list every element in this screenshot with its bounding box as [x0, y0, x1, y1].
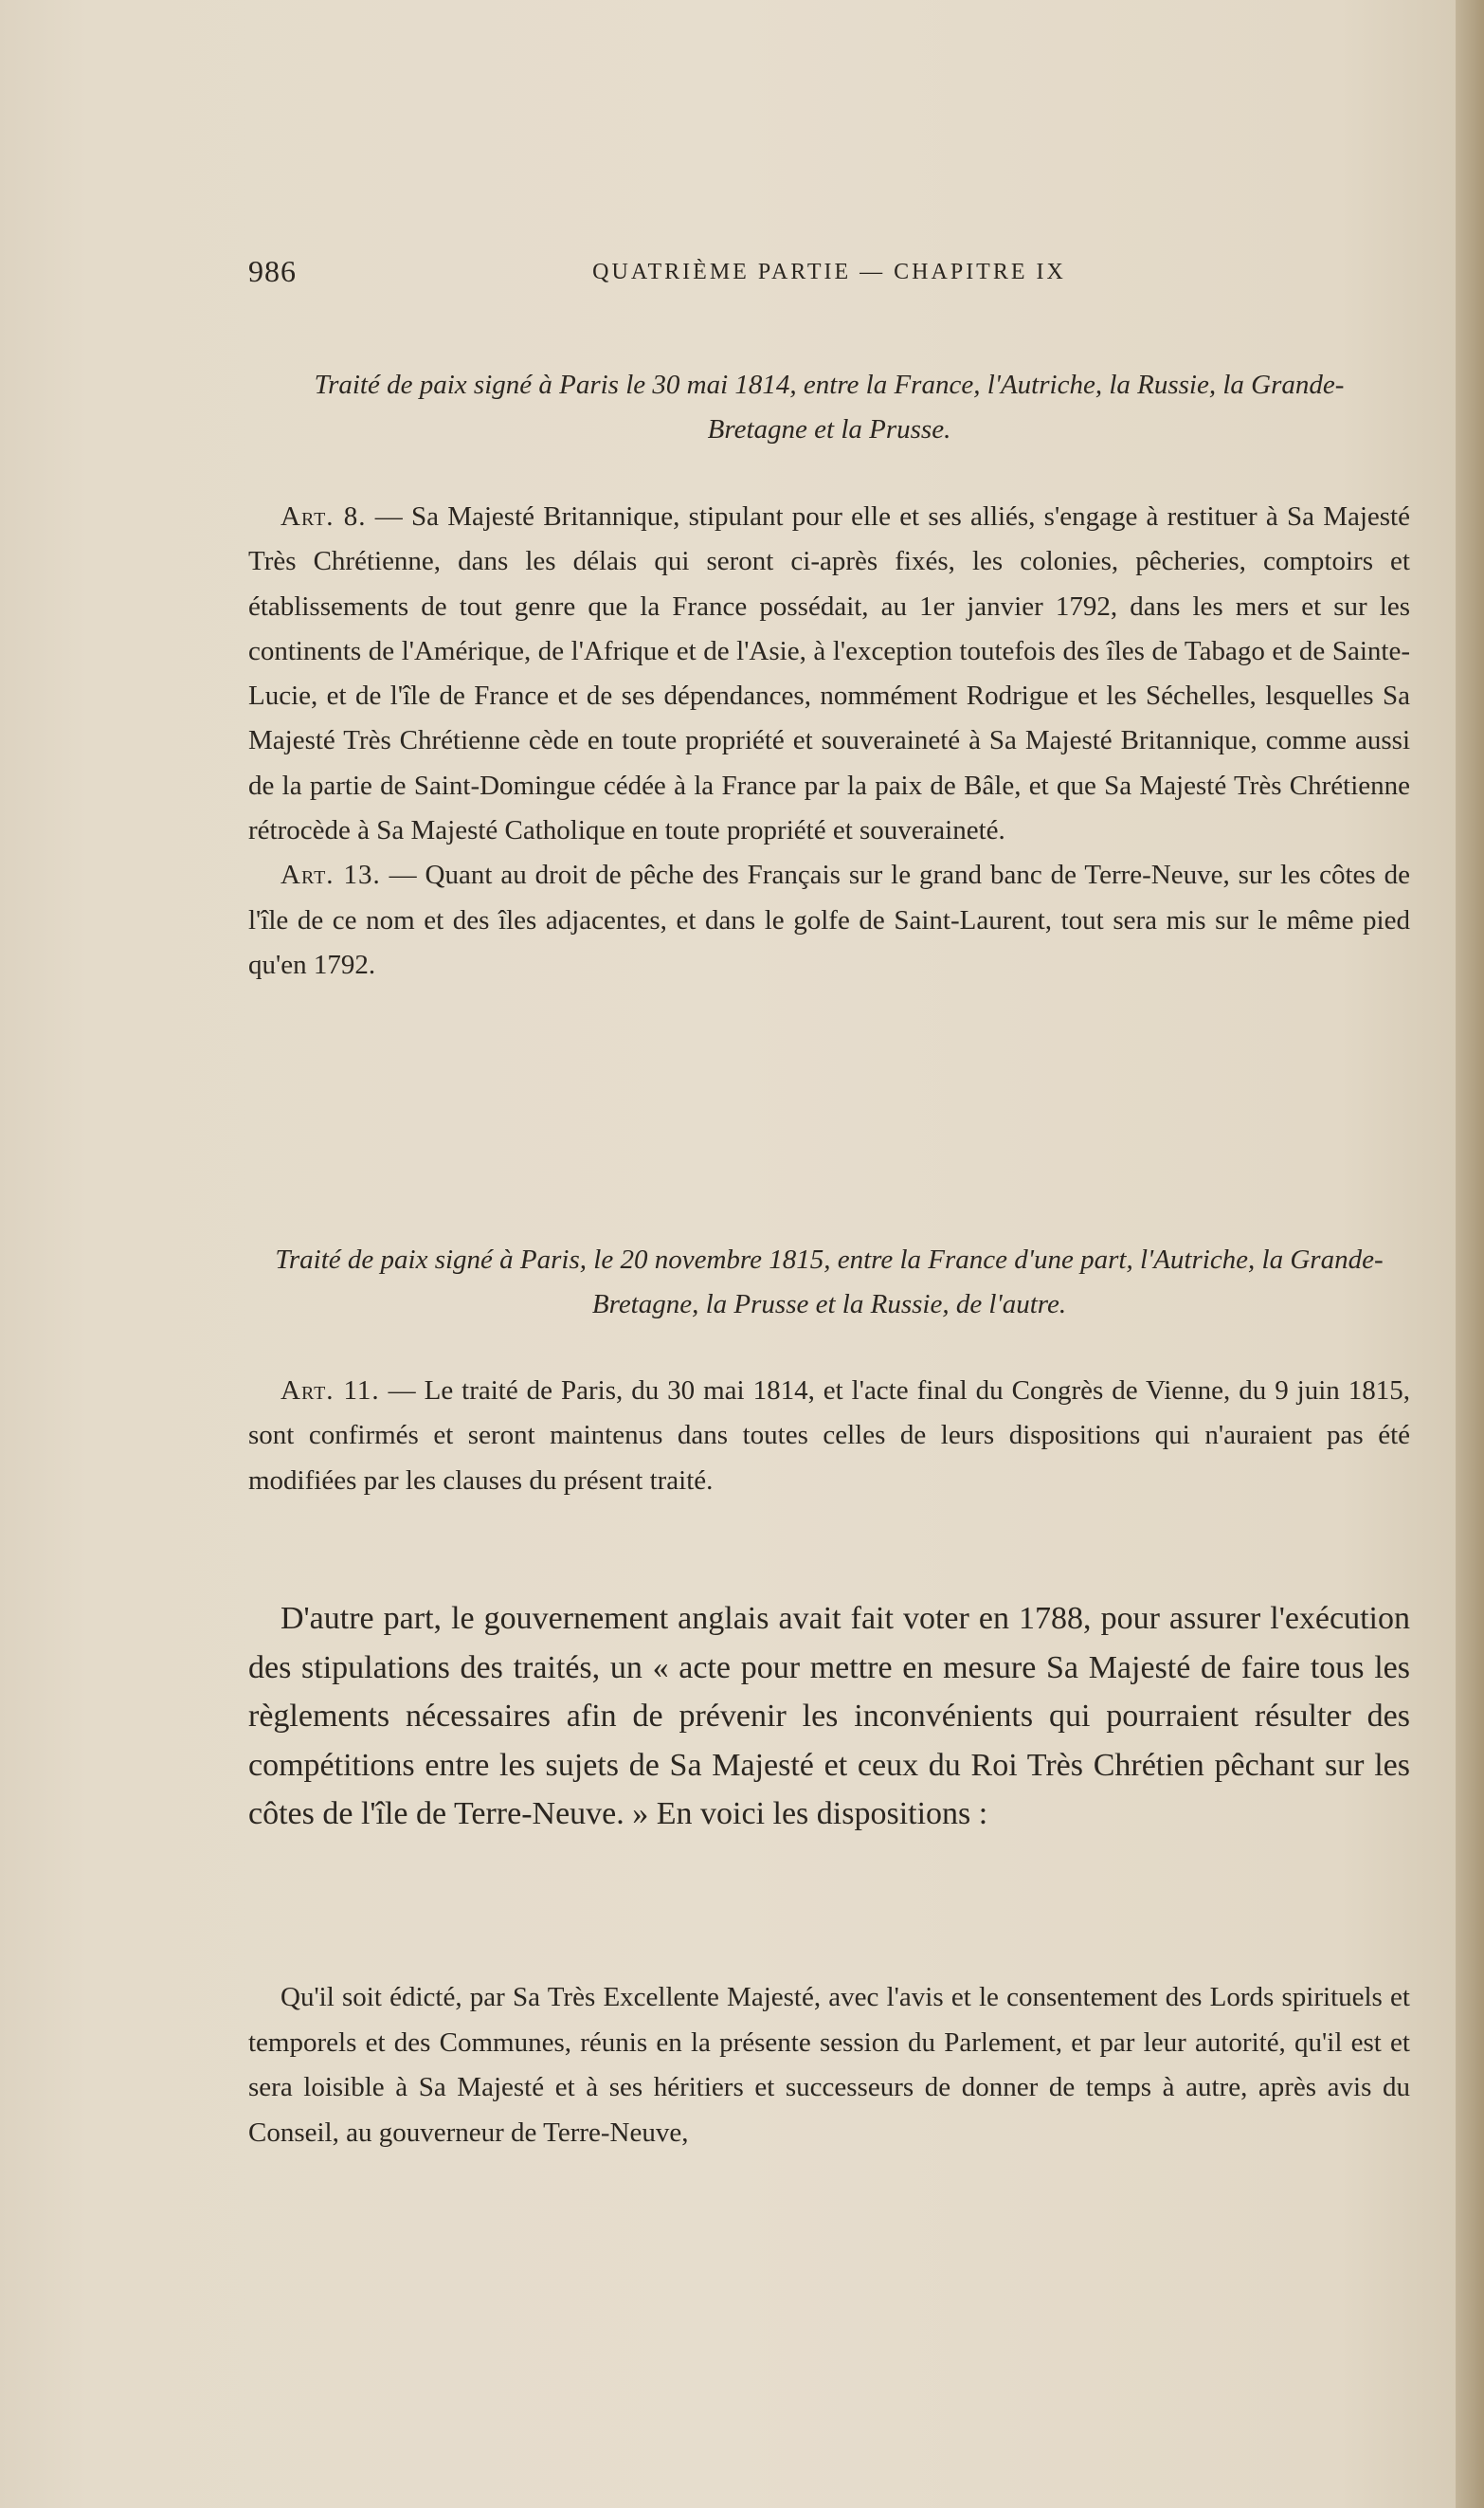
article-13-label: Art. 13. [281, 860, 381, 891]
treaty-1814-articles [248, 495, 1410, 988]
body-section [248, 1594, 1410, 1839]
article-8-label: Art. 8. [281, 501, 367, 532]
act-section [248, 1975, 1410, 2155]
article-11-text: — Le traité de Paris, du 30 mai 1814, et l'acte final du Congrès de Vienne, du 9 juin 1815, sont confirmés et seront maintenus dans toutes celles de leurs dispositions qui n'auraient pas été modifiées par les clauses du présent traité. [248, 1375, 1410, 1496]
article-8 [248, 495, 1410, 853]
page-number: 986 [248, 254, 297, 288]
page-edge [1456, 0, 1484, 2508]
body-paragraph: D'autre part, le gouvernement anglais avait fait voter en 1788, pour assurer l'exécution des stipulations des traités, un « acte pour mettre en mesure Sa Majesté de faire tous les règlements nécessaires afin de prévenir les inconvénients qui pourraient résulter des compétitions entre les sujets de Sa Majesté et ceux du Roi Très Chrétien pêchant sur les côtes de l'île de Terre-Neuve. » En voici les dispositions : [248, 1601, 1410, 1831]
treaty-1815-articles [248, 1369, 1410, 1503]
article-13 [248, 853, 1410, 988]
article-11 [248, 1369, 1410, 1503]
treaty-1815-title: Traité de paix signé à Paris, le 20 novembre 1815, entre la France d'une part, l'Autriche, la Grande-Bretagne, la Prusse et la Russie, de l'autre. [275, 1245, 1384, 1319]
article-8-text: — Sa Majesté Britannique, stipulant pour elle et ses alliés, s'engage à restituer à Sa Majesté Très Chrétienne, dans les délais qui seront ci-après fixés, les colonies, pêcheries, comptoirs et établissements de tout genre que la France possédait, au 1er janvier 1792, dans les mers et sur les continents de l'Amérique, de l'Afrique et de l'Asie, à l'exception toutefois des îles de Tabago et de Sainte-Lucie, et de l'île de France et de ses dépendances, nommément Rodrigue et les Séchelles, lesquelles Sa Majesté Très Chrétienne cède en toute propriété et souveraineté à Sa Majesté Britannique, comme aussi de la partie de Saint-Domingue cédée à la France par la paix de Bâle, et que Sa Majesté Très Chrétienne rétrocède à Sa Majesté Catholique en toute propriété et souveraineté. [248, 501, 1410, 846]
running-head: QUATRIÈME PARTIE — CHAPITRE IX [592, 260, 1066, 284]
page-header [248, 254, 1410, 292]
treaty-1814-section [248, 363, 1410, 452]
act-paragraph: Qu'il soit édicté, par Sa Très Excellente Majesté, avec l'avis et le consentement des Lords spirituels et temporels et des Communes, réunis en la présente session du Parlement, et par leur autorité, qu'il est et sera loisible à Sa Majesté et à ses héritiers et successeurs de donner de temps à autre, après avis du Conseil, au gouverneur de Terre-Neuve, [248, 1982, 1410, 2148]
article-11-label: Art. 11. [281, 1375, 380, 1406]
article-13-text: — Quant au droit de pêche des Français sur le grand banc de Terre-Neuve, sur les côtes de l'île de ce nom et des îles adjacentes, et dans le golfe de Saint-Laurent, tout sera mis sur le même pied qu'en 1792. [248, 860, 1410, 980]
treaty-1814-title: Traité de paix signé à Paris le 30 mai 1814, entre la France, l'Autriche, la Russie, la Grande-Bretagne et la Prusse. [314, 370, 1345, 445]
treaty-1815-section [248, 1238, 1410, 1327]
